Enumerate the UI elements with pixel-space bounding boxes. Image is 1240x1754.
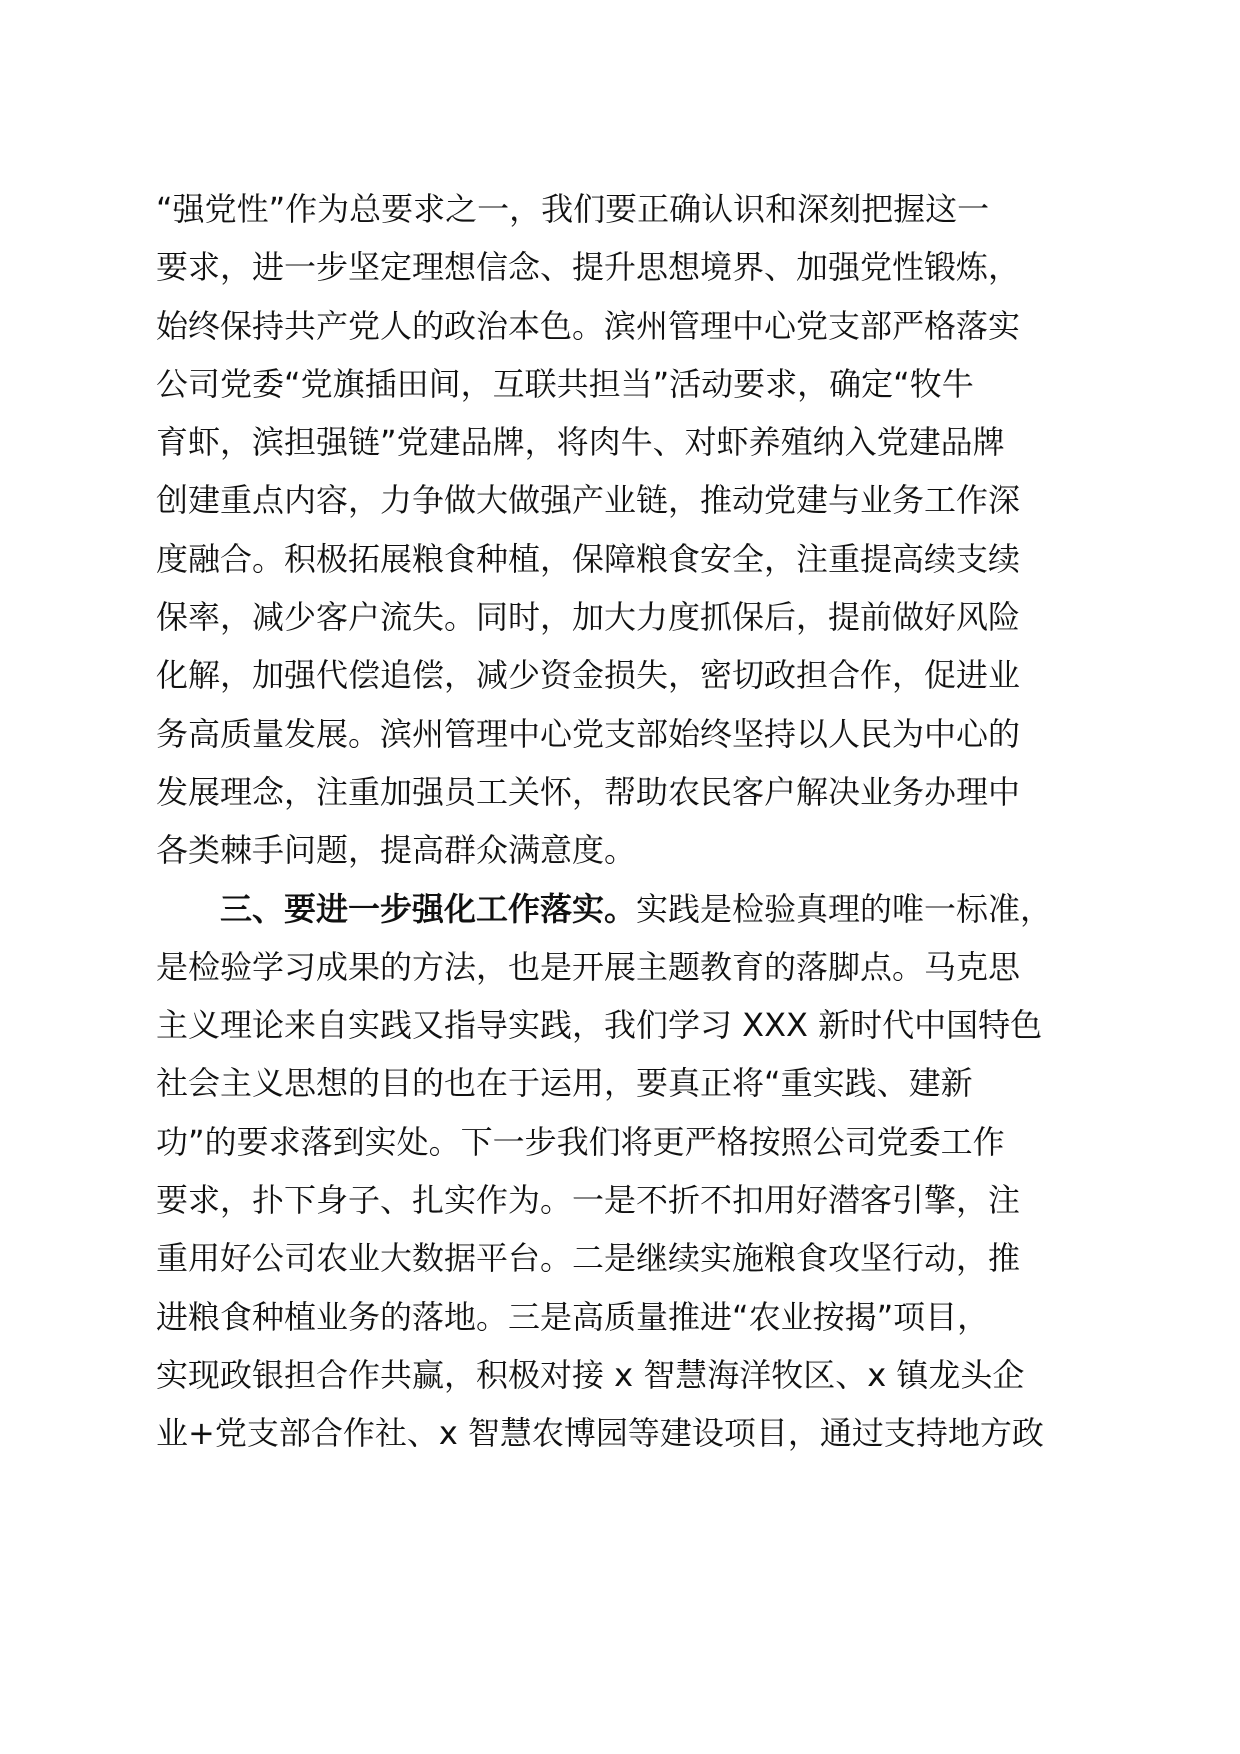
paragraph-line: 育虾，滨担强链”党建品牌，将肉牛、对虾养殖纳入党建品牌 (156, 423, 1005, 462)
section-3-heading: 三、要进一步强化工作落实。 (220, 889, 637, 928)
paragraph-line: 社会主义思想的目的也在于运用，要真正将“重实践、建新 (156, 1064, 973, 1103)
paragraph-line: “强党性”作为总要求之一，我们要正确认识和深刻把握这一 (156, 190, 990, 228)
paragraph-line: 度融合。积极拓展粮食种植，保障粮食安全，注重提高续支续 (156, 539, 1021, 578)
paragraph-line: 要求，进一步坚定理想信念、提升思想境界、加强党性锻炼， (156, 248, 1021, 287)
paragraph-line: 务高质量发展。滨州管理中心党支部始终坚持以人民为中心的 (156, 714, 1021, 753)
paragraph-line: 进粮食种植业务的落地。三是高质量推进“农业按揭”项目， (156, 1297, 990, 1336)
paragraph-line: 重用好公司农业大数据平台。二是继续实施粮食攻坚行动，推 (156, 1239, 1021, 1278)
paragraph-line: 是检验学习成果的方法，也是开展主题教育的落脚点。马克思 (156, 947, 1021, 986)
paragraph-line: 化解，加强代偿追偿，减少资金损失，密切政担合作，促进业 (156, 656, 1021, 695)
section-3-first-line (156, 880, 1086, 938)
paragraph-line: 主义理论来自实践又指导实践，我们学习 XXX 新时代中国特色 (156, 1006, 1043, 1045)
body-text (156, 180, 1086, 1463)
paragraph-line: 要求，扑下身子、扎实作为。一是不折不扣用好潜客引擎，注 (156, 1181, 1021, 1220)
paragraph-line: 始终保持共产党人的政治本色。滨州管理中心党支部严格落实 (156, 306, 1021, 345)
paragraph-line: 公司党委“党旗插田间，互联共担当”活动要求，确定“牧牛 (156, 364, 974, 403)
paragraph-line: 保率，减少客户流失。同时，加大力度抓保后，提前做好风险 (156, 598, 1021, 637)
paragraph-line: 创建重点内容，力争做大做强产业链，推动党建与业务工作深 (156, 481, 1021, 520)
paragraph-line: 发展理念，注重加强员工关怀，帮助农民客户解决业务办理中 (156, 772, 1021, 811)
paragraph-line: 业+党支部合作社、x 智慧农博园等建设项目，通过支持地方政 (156, 1414, 1044, 1453)
paragraph-line: 功”的要求落到实处。下一步我们将更严格按照公司党委工作 (156, 1122, 1005, 1161)
section-3-first-line-text: 实践是检验真理的唯一标准， (636, 889, 1053, 928)
paragraph-line: 各类棘手问题，提高群众满意度。 (156, 831, 637, 870)
paragraph-line: 实现政银担合作共赢，积极对接 x 智慧海洋牧区、x 镇龙头企 (156, 1355, 1025, 1394)
